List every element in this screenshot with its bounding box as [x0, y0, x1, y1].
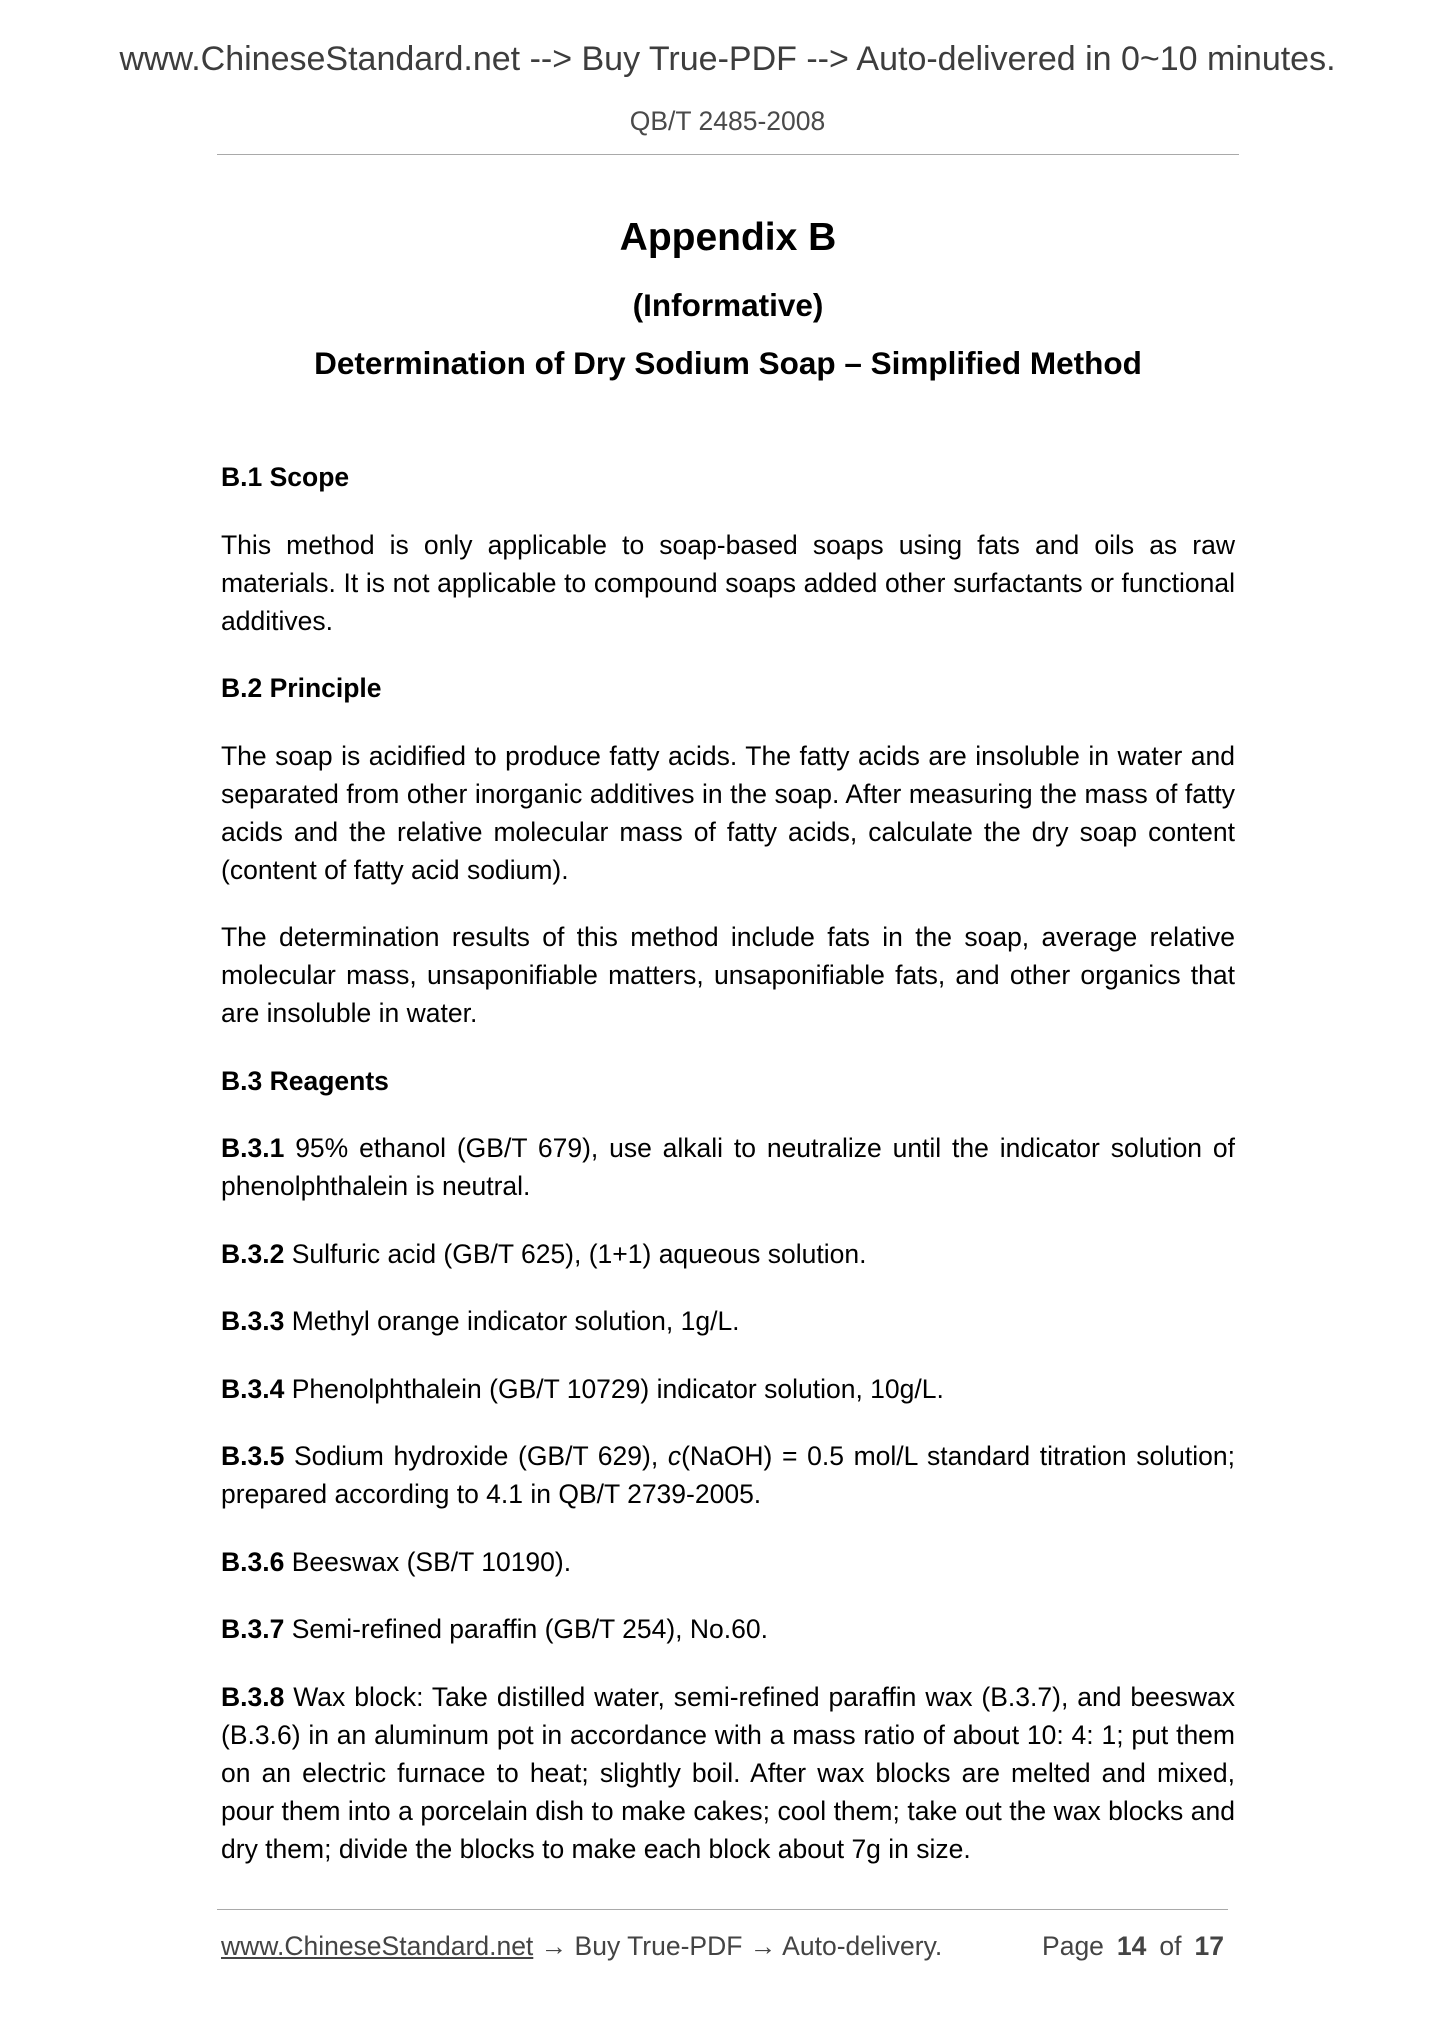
appendix-title: Appendix B — [619, 216, 837, 259]
section-heading-scope: B.1 Scope — [221, 462, 350, 492]
reagent-number: B.3.6 — [221, 1546, 285, 1577]
page-current: 14 — [1116, 1931, 1147, 1961]
scope-paragraph: This method is only applicable to soap-based soaps using fats and oils as raw materials. It is not applicable to compound soaps added other surfactants or functional additives. — [221, 529, 1235, 636]
reagent-number: B.3.3 — [221, 1306, 285, 1336]
reagent-item — [221, 1437, 1235, 1513]
reagent-text: Beeswax (SB/T 10190). — [291, 1546, 572, 1577]
reagent-item — [221, 1302, 1235, 1340]
reagent-item — [221, 1235, 1235, 1273]
reagent-number: B.3.8 — [221, 1681, 285, 1712]
reagent-number: B.3.7 — [221, 1614, 285, 1644]
page-of-label: of — [1159, 1931, 1182, 1961]
reagent-number: B.3.2 — [221, 1238, 285, 1269]
reagent-text: Sodium hydroxide (GB/T 629), — [293, 1441, 668, 1471]
reagent-text: Wax block: Take distilled water, semi-refined paraffin wax (B.3.7), and beeswax (B.3.6) in an aluminum pot in accordance with a mass ratio of about 10: 4: 1; put them on an electric furnace to heat; slightly boil. After wax blocks are melted and mixed, pour them into a porcelain dish to make cakes; cool them; take out the wax blocks and dry them; divide the blocks to make each block about 7g in size. — [221, 1681, 1235, 1864]
footer-promo — [221, 1929, 942, 1963]
document-code: QB/T 2485-2008 — [629, 106, 826, 136]
appendix-subtitle: Determination of Dry Sodium Soap – Simplified Method — [314, 345, 1142, 381]
header-divider — [217, 154, 1239, 155]
page-total: 17 — [1194, 1931, 1224, 1961]
page-indicator — [1042, 1929, 1224, 1963]
promo-banner: www.ChineseStandard.net --> Buy True-PDF --> Auto-delivered in 0~10 minutes. — [119, 40, 1336, 78]
appendix-nature: (Informative) — [632, 287, 824, 323]
footer-promo-text: → Buy True-PDF → Auto-delivery. — [540, 1931, 943, 1961]
reagent-text: 95% ethanol (GB/T 679), use alkali to neutralize until the indicator solution of phenolphthalein is neutral. — [221, 1133, 1235, 1201]
reagent-text: Phenolphthalein (GB/T 10729) indicator solution, 10g/L. — [291, 1373, 944, 1404]
reagent-item — [221, 1610, 1235, 1648]
reagent-text: Sulfuric acid (GB/T 625), (1+1) aqueous solution. — [291, 1238, 867, 1269]
reagent-text: Semi-refined paraffin (GB/T 254), No.60. — [291, 1614, 768, 1644]
page-label: Page — [1042, 1931, 1104, 1961]
reagent-item — [221, 1370, 1235, 1408]
section-heading-reagents: B.3 Reagents — [221, 1065, 389, 1096]
section-heading-principle: B.2 Principle — [221, 673, 382, 703]
reagent-item — [221, 1543, 1235, 1581]
reagent-text: Methyl orange indicator solution, 1g/L. — [291, 1306, 740, 1336]
document-body — [221, 458, 1235, 1897]
principle-paragraph: The determination results of this method include fats in the soap, average relative molecular mass, unsaponifiable matters, unsaponifiable fats, and other organics that are insoluble in water. — [221, 922, 1235, 1028]
reagent-item — [221, 1129, 1235, 1205]
reagent-item — [221, 1678, 1235, 1868]
concentration-symbol: c — [667, 1441, 682, 1471]
reagent-number: B.3.1 — [221, 1133, 285, 1163]
reagent-number: B.3.4 — [221, 1373, 285, 1404]
principle-paragraph: The soap is acidified to produce fatty acids. The fatty acids are insoluble in water and separated from other inorganic additives in the soap. After measuring the mass of fatty acids and the relative molecular mass of fatty acids, calculate the dry soap content (content of fatty acid sodium). — [221, 740, 1235, 885]
reagent-text: (NaOH) = 0.5 mol/L standard titration solution; prepared according to 4.1 in QB/T 2739-2005. — [221, 1441, 1235, 1509]
reagent-number: B.3.5 — [221, 1441, 285, 1471]
footer-divider — [217, 1909, 1228, 1910]
footer-site-link[interactable]: www.ChineseStandard.net — [221, 1931, 534, 1961]
